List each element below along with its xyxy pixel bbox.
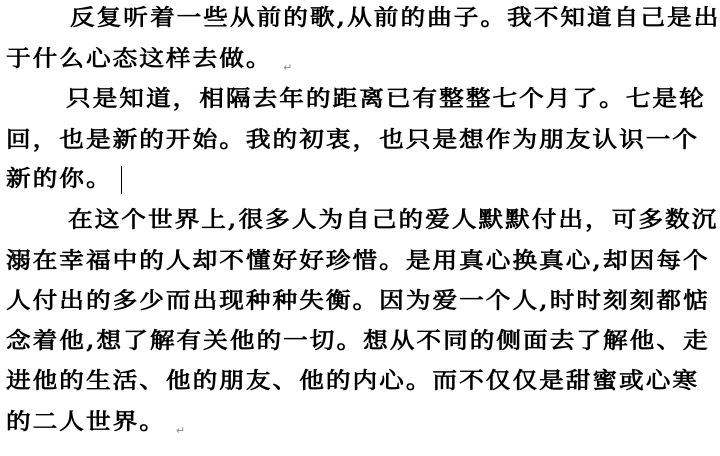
paragraph-1-line-2: 于什么心态这样去做。 (6, 46, 273, 72)
paragraph-1-line-1: 反复听着一些从前的歌,从前的曲子。我不知道自己是出 (70, 5, 720, 31)
paragraph-1-line-2-wrap (6, 44, 292, 74)
paragraph-mark-icon: ↵ (283, 61, 293, 74)
paragraph-3-line-6-wrap (6, 407, 185, 437)
paragraph-mark-icon: ↵ (175, 424, 186, 437)
paragraph-2-line-2: 回，也是新的开始。我的初衷，也只是想作为朋友认识一个 (6, 127, 700, 153)
paragraph-2-line-1: 只是知道，相隔去年的距离已有整整七个月了。七是轮 (66, 86, 706, 112)
paragraph-2-line-3: 新的你。 (6, 166, 113, 192)
paragraph-3-line-1: 在这个世界上,很多人为自己的爱人默默付出，可多数沉 (68, 207, 719, 233)
paragraph-3-line-2: 溺在幸福中的人却不懂好好珍惜。是用真心换真心,却因每个 (6, 248, 710, 274)
paragraph-3-line-5: 进他的生活、他的朋友、他的内心。而不仅仅是甜蜜或心寒 (6, 368, 700, 394)
text-cursor[interactable] (121, 166, 122, 194)
paragraph-3-line-4: 念着他,想了解有关他的一切。想从不同的侧面去了解他、走 (6, 328, 710, 354)
paragraph-3-line-3: 人付出的多少而出现种种失衡。因为爱一个人,时时刻刻都惦 (6, 288, 710, 314)
paragraph-3-line-6: 的二人世界。 (6, 409, 166, 435)
